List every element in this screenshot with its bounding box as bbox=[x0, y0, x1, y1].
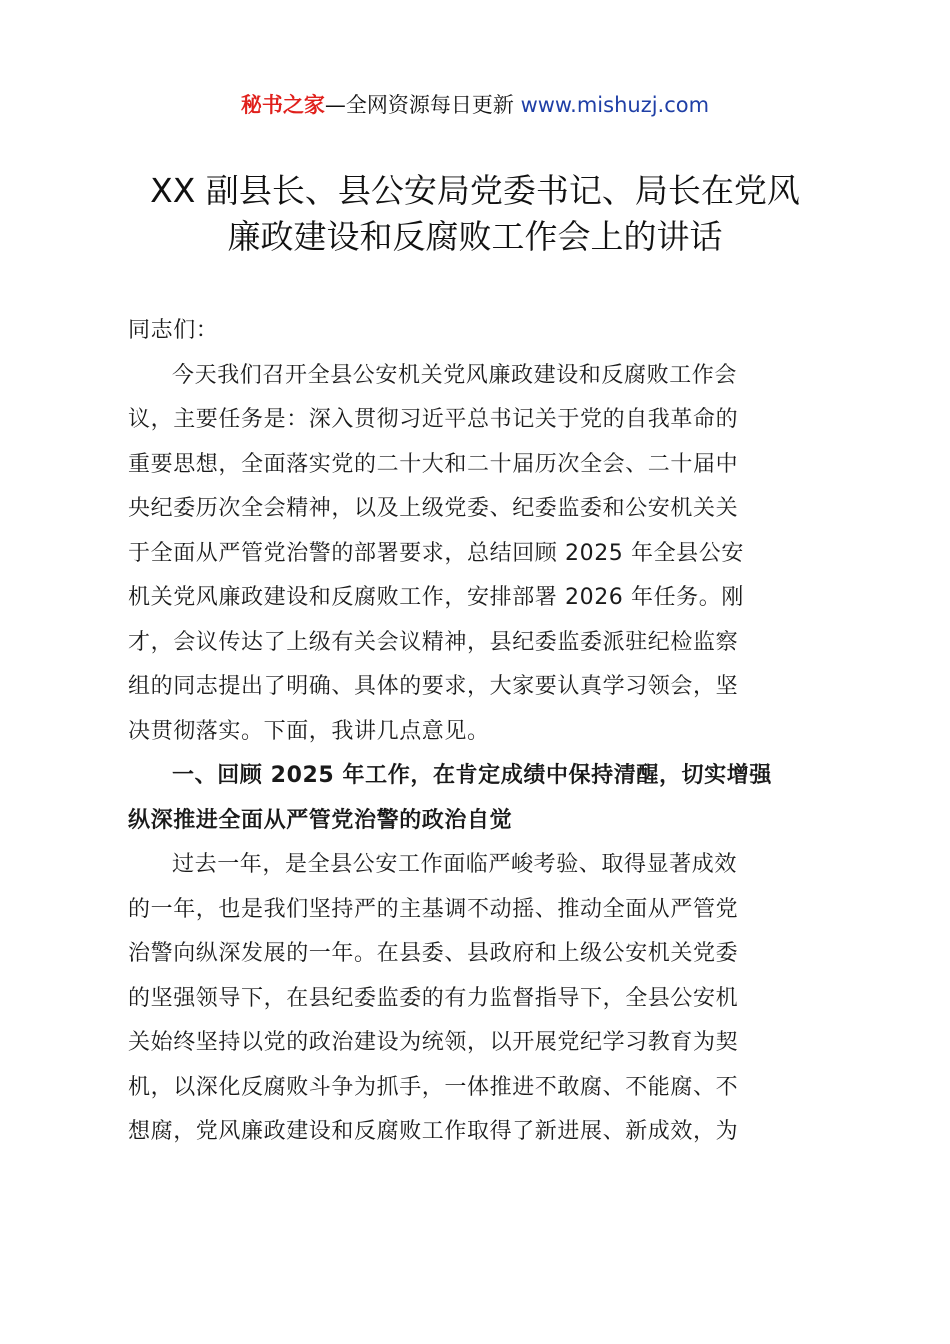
text-line: 机关党风廉政建设和反腐败工作，安排部署 2026 年任务。刚 bbox=[128, 585, 744, 610]
heading-line: 一、回顾 2025 年工作，在肯定成绩中保持清醒，切实增强 bbox=[172, 763, 772, 788]
text-line: 想腐，党风廉政建设和反腐败工作取得了新进展、新成效，为 bbox=[128, 1119, 739, 1144]
text-line: 组的同志提出了明确、具体的要求，大家要认真学习领会，坚 bbox=[128, 674, 739, 699]
title-line-1: XX 副县长、县公安局党委书记、局长在党风 bbox=[150, 171, 800, 210]
text-line: 决贯彻落实。下面，我讲几点意见。 bbox=[128, 718, 490, 744]
title-line-2: 廉政建设和反腐败工作会上的讲话 bbox=[227, 217, 723, 256]
text-line: 今天我们召开全县公安机关党风廉政建设和反腐败工作会 bbox=[172, 362, 738, 388]
paragraph-review bbox=[128, 843, 832, 1155]
text-line: 议，主要任务是：深入贯彻习近平总书记关于党的自我革命的 bbox=[128, 407, 739, 432]
document-title bbox=[100, 168, 850, 260]
site-header bbox=[0, 88, 950, 122]
text-line: 过去一年，是全县公安工作面临严峻考验、取得显著成效 bbox=[172, 852, 738, 877]
text-line: 于全面从严管党治警的部署要求，总结回顾 2025 年全县公安 bbox=[128, 540, 744, 566]
salutation: 同志们： bbox=[128, 318, 219, 343]
text-line: 的坚强领导下，在县纪委监委的有力监督指导下，全县公安机 bbox=[128, 985, 739, 1011]
text-line: 的一年，也是我们坚持严的主基调不动摇、推动全面从严管党 bbox=[128, 896, 739, 922]
text-line: 重要思想，全面落实党的二十大和二十届历次全会、二十届中 bbox=[128, 451, 739, 477]
document-body bbox=[128, 309, 832, 1155]
text-line: 关始终坚持以党的政治建设为统领，以开展党纪学习教育为契 bbox=[128, 1030, 739, 1055]
heading-line: 纵深推进全面从严管党治警的政治自觉 bbox=[128, 807, 513, 833]
header-tagline: —全网资源每日更新 bbox=[324, 93, 521, 117]
section-heading-1 bbox=[128, 754, 832, 843]
paragraph-intro bbox=[128, 354, 832, 755]
text-line: 治警向纵深发展的一年。在县委、县政府和上级公安机关党委 bbox=[128, 941, 739, 966]
text-line: 机，以深化反腐败斗争为抓手，一体推进不敢腐、不能腐、不 bbox=[128, 1074, 739, 1100]
brand-name: 秘书之家 bbox=[240, 93, 325, 117]
text-line: 才，会议传达了上级有关会议精神，县纪委监委派驻纪检监察 bbox=[128, 629, 739, 655]
site-url-link[interactable]: www.mishuzj.com bbox=[520, 93, 710, 117]
text-line: 央纪委历次全会精神，以及上级党委、纪委监委和公安机关关 bbox=[128, 496, 739, 521]
